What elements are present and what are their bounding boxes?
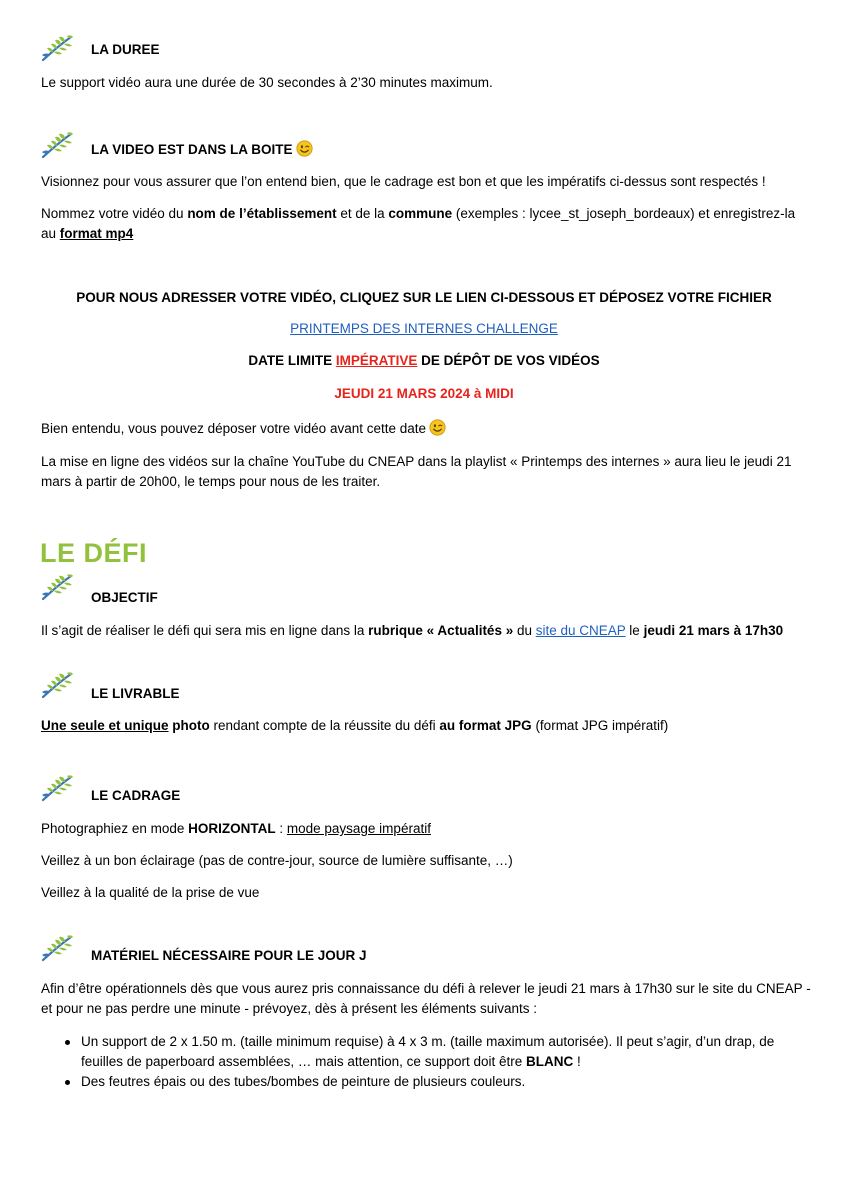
- underlined-text: mode paysage impératif: [286, 821, 431, 836]
- text: du: [513, 623, 536, 638]
- materiel-list: [41, 1032, 811, 1092]
- bold-text: nom de l’établissement: [187, 206, 337, 221]
- text: Photographiez en mode: [41, 821, 189, 836]
- section-heading-cadrage: LE CADRAGE: [91, 788, 181, 803]
- objectif-text: [41, 621, 811, 641]
- bullet-dot: [65, 1040, 70, 1045]
- text: (format JPG impératif): [531, 718, 669, 733]
- boite-paragraph-2: [41, 204, 811, 244]
- leaf-branch-icon: [40, 34, 74, 62]
- deadline-heading: [0, 353, 848, 368]
- challenge-link[interactable]: PRINTEMPS DES INTERNES CHALLENGE: [290, 321, 558, 336]
- text: Bien entendu, vous pouvez déposer votre vidéo avant cette date: [41, 421, 427, 436]
- text: Nommez votre vidéo du: [41, 206, 188, 221]
- livrable-text: [41, 716, 811, 736]
- section-heading-boite: [91, 140, 313, 157]
- text: !: [573, 1054, 581, 1069]
- bold-text: rubrique « Actualités »: [368, 623, 514, 638]
- defi-title: LE DÉFI: [40, 538, 148, 568]
- text: Des feutres épais ou des tubes/bombes de peinture de plusieurs couleurs.: [81, 1074, 526, 1089]
- imperative-text: IMPÉRATIVE: [335, 353, 418, 368]
- materiel-intro: Afin d’être opérationnels dès que vous aurez pris connaissance du défi à relever le jeudi 21 mars à 17h30 sur le site du CNEAP - et pour ne pas perdre une minute - prévoyez, dès à présent les éléments suivants :: [41, 981, 811, 1016]
- duree-text: Le support vidéo aura une durée de 30 secondes à 2’30 minutes maximum.: [41, 75, 493, 90]
- bold-text: jeudi 21 mars à 17h30: [643, 623, 784, 638]
- text: (exemples : lycee_st_joseph_bordeaux) et enregistrez-la au: [41, 206, 796, 241]
- cadrage-text-3: Veillez à la qualité de la prise de vue: [41, 885, 260, 900]
- heading-text: LA VIDEO EST DANS LA BOITE: [91, 142, 293, 157]
- online-text: La mise en ligne des vidéos sur la chaîne YouTube du CNEAP dans la playlist « Printemps des internes » aura lieu le jeudi 21 mars à partir de 20h00, le temps pour nous de les traiter.: [41, 454, 792, 489]
- bold-text: photo: [168, 718, 210, 733]
- list-item: [41, 1032, 811, 1072]
- boite-paragraph-1: Visionnez pour vous assurer que l’on entend bien, que le cadrage est bon et que les impératifs ci-dessus sont respectés !: [41, 174, 766, 189]
- bold-text: BLANC: [526, 1054, 574, 1069]
- text: Un support de 2 x 1.50 m. (taille minimum requise) à 4 x 3 m. (taille maximum autorisée). Il peut s’agir, d’un drap, de feuilles de paperboard assemblées, … mais attention, ce support doit être: [81, 1034, 775, 1069]
- text: rendant compte de la réussite du défi: [209, 718, 440, 733]
- text: DE DÉPÔT DE VOS VIDÉOS: [417, 353, 600, 368]
- bold-text: HORIZONTAL: [188, 821, 276, 836]
- bold-text: au format JPG: [439, 718, 532, 733]
- text: DATE LIMITE: [248, 353, 336, 368]
- submit-instruction: POUR NOUS ADRESSER VOTRE VIDÉO, CLIQUEZ SUR LE LIEN CI-DESSOUS ET DÉPOSEZ VOTRE FICHIER: [76, 290, 772, 305]
- leaf-branch-icon: [40, 573, 74, 601]
- bullet-dot: [65, 1080, 70, 1085]
- bold-underlined-text: format mp4: [59, 226, 134, 241]
- leaf-branch-icon: [40, 671, 74, 699]
- winking-smiley-icon: [429, 419, 446, 436]
- cadrage-text-2: Veillez à un bon éclairage (pas de contre-jour, source de lumière suffisante, …): [41, 853, 513, 868]
- leaf-branch-icon: [40, 774, 74, 802]
- section-heading-materiel: MATÉRIEL NÉCESSAIRE POUR LE JOUR J: [91, 948, 367, 963]
- text: et de la: [336, 206, 389, 221]
- text: le: [625, 623, 644, 638]
- deadline-date: JEUDI 21 MARS 2024 à MIDI: [334, 386, 514, 401]
- cadrage-text-1: [41, 819, 811, 839]
- leaf-branch-icon: [40, 131, 74, 159]
- section-heading-objectif: OBJECTIF: [91, 590, 158, 605]
- bold-underlined-text: Une seule et unique: [41, 718, 169, 733]
- text: :: [275, 821, 287, 836]
- bold-text: commune: [388, 206, 453, 221]
- winking-smiley-icon: [296, 140, 313, 157]
- before-date-text: [41, 419, 811, 439]
- text: Il s’agit de réaliser le défi qui sera mis en ligne dans la: [41, 623, 369, 638]
- section-heading-livrable: LE LIVRABLE: [91, 686, 180, 701]
- challenge-link-wrap: [0, 321, 848, 336]
- leaf-branch-icon: [40, 934, 74, 962]
- list-item: [41, 1072, 811, 1092]
- cneap-site-link[interactable]: site du CNEAP: [535, 623, 626, 638]
- section-heading-duree: LA DUREE: [91, 42, 160, 57]
